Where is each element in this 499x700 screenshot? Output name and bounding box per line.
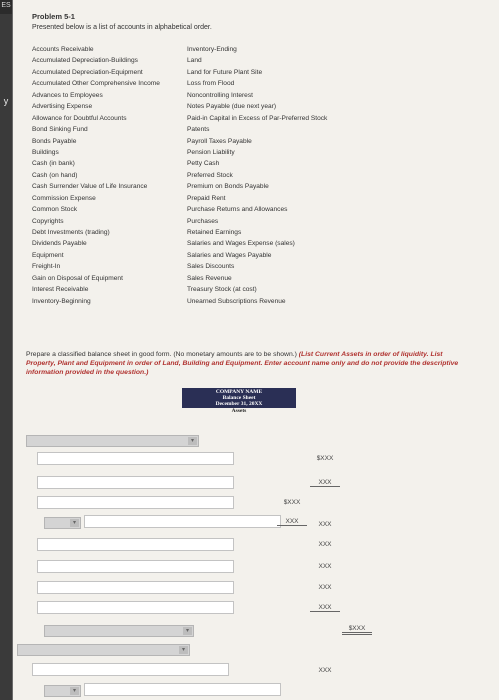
- margin-mark: y: [3, 96, 9, 106]
- account-list-item: Gain on Disposal of Equipment: [32, 274, 123, 282]
- account-list-item: Patents: [187, 126, 210, 134]
- account-list-item: Salaries and Wages Expense (sales): [187, 240, 295, 248]
- account-list-item: Allowance for Doubtful Accounts: [32, 114, 127, 122]
- total-label-dropdown[interactable]: [44, 625, 194, 637]
- account-name-input[interactable]: [37, 452, 234, 465]
- account-list-item: Land: [187, 57, 202, 65]
- account-name-input[interactable]: [84, 683, 281, 696]
- account-list-item: Freight-In: [32, 263, 61, 271]
- account-list-item: Accumulated Depreciation-Equipment: [32, 68, 143, 76]
- account-list-item: Bonds Payable: [32, 137, 77, 145]
- account-list-item: Accumulated Depreciation-Buildings: [32, 57, 138, 65]
- account-name-input[interactable]: [37, 538, 234, 551]
- account-list-item: Premium on Bonds Payable: [187, 183, 269, 191]
- account-name-input[interactable]: [37, 496, 234, 509]
- account-list-item: Advertising Expense: [32, 103, 93, 111]
- prefix-dropdown[interactable]: [44, 517, 81, 529]
- account-list-item: Interest Receivable: [32, 286, 89, 294]
- account-list-item: Notes Payable (due next year): [187, 103, 277, 111]
- chevron-down-icon: ▾: [70, 687, 79, 695]
- amount-cell: XXX: [318, 584, 332, 591]
- account-list-item: Land for Future Plant Site: [187, 68, 263, 76]
- amount-cell: XXX: [318, 667, 332, 674]
- chevron-down-icon: ▾: [183, 627, 192, 635]
- account-list-item: Preferred Stock: [187, 171, 233, 179]
- margin-corner-tag: ES: [0, 0, 12, 14]
- account-name-input[interactable]: [37, 581, 234, 594]
- problem-title: Problem 5-1: [32, 12, 75, 21]
- balance-sheet-header: [182, 388, 296, 408]
- amount-cell: XXX: [310, 479, 340, 487]
- account-name-input[interactable]: [37, 560, 234, 573]
- amount-cell: $XXX: [342, 625, 372, 635]
- account-list-item: Noncontrolling Interest: [187, 91, 253, 99]
- account-list-item: Salaries and Wages Payable: [187, 251, 272, 259]
- account-list-item: Commission Expense: [32, 194, 96, 202]
- account-list-item: Purchase Returns and Allowances: [187, 206, 288, 214]
- account-list-item: Treasury Stock (at cost): [187, 286, 257, 294]
- amount-cell: XXX: [318, 521, 332, 528]
- amount-cell: $XXX: [316, 455, 334, 462]
- account-list-item: Sales Discounts: [187, 263, 235, 271]
- account-list-item: Advances to Employees: [32, 91, 103, 99]
- account-list-item: Dividends Payable: [32, 240, 87, 248]
- account-list-item: Cash Surrender Value of Life Insurance: [32, 183, 148, 191]
- account-list-item: Pension Liability: [187, 148, 235, 156]
- amount-cell: XXX: [277, 518, 307, 526]
- account-list-item: Inventory-Ending: [187, 46, 237, 53]
- account-list-item: Bond Sinking Fund: [32, 126, 88, 134]
- account-list-item: Purchases: [187, 217, 219, 225]
- amount-cell: XXX: [318, 541, 332, 548]
- account-list-right: [187, 44, 327, 307]
- amount-cell: $XXX: [283, 499, 301, 506]
- account-list-item: Common Stock: [32, 206, 78, 214]
- account-list-item: Accumulated Other Comprehensive Income: [32, 80, 160, 88]
- section-heading-assets: Assets: [231, 408, 247, 414]
- account-list-item: Payroll Taxes Payable: [187, 137, 252, 145]
- instructions-text: Prepare a classified balance sheet in good form. (No monetary amounts are to be shown.): [26, 351, 299, 358]
- section-heading-dropdown[interactable]: [26, 435, 199, 447]
- section-heading-dropdown-2[interactable]: [17, 644, 190, 656]
- account-list-item: Cash (in bank): [32, 160, 75, 168]
- account-name-input[interactable]: [37, 601, 234, 614]
- problem-intro: Presented below is a list of accounts in alphabetical order.: [32, 24, 212, 31]
- account-name-input[interactable]: [32, 663, 229, 676]
- account-list-item: Loss from Flood: [187, 80, 235, 88]
- account-list-item: Copyrights: [32, 217, 64, 225]
- account-list-item: Equipment: [32, 251, 64, 259]
- statement-date: December 31, 20XX: [215, 401, 263, 407]
- prefix-dropdown[interactable]: [44, 685, 81, 697]
- account-list-item: Accounts Receivable: [32, 46, 94, 53]
- account-list-item: Retained Earnings: [187, 229, 242, 236]
- statement-name: Balance Sheet: [222, 395, 256, 401]
- instructions-emphasis: (List Current Assets in order of liquidity. List Property, Plant and Equipment in order of Land, Building and Equipment. Enter account name only and do not provide the descriptive information provided in the question.): [26, 351, 459, 376]
- instructions: [26, 350, 466, 377]
- account-list-item: Buildings: [32, 148, 59, 156]
- account-list-item: Unearned Subscriptions Revenue: [187, 297, 286, 305]
- chevron-down-icon: ▾: [70, 519, 79, 527]
- account-list-item: Inventory-Beginning: [32, 297, 91, 305]
- company-name: COMPANY NAME: [215, 389, 263, 395]
- account-name-input[interactable]: [84, 515, 281, 528]
- amount-cell: XXX: [310, 604, 340, 612]
- account-name-input[interactable]: [37, 476, 234, 489]
- account-list-item: Cash (on hand): [32, 171, 78, 179]
- account-list-item: Paid-in Capital in Excess of Par-Preferred Stock: [187, 114, 328, 122]
- account-list-item: Debt Investments (trading): [32, 229, 110, 236]
- account-list-item: Sales Revenue: [187, 274, 232, 282]
- chevron-down-icon: ▾: [179, 646, 188, 654]
- account-list-item: Prepaid Rent: [187, 194, 226, 202]
- account-list-item: Petty Cash: [187, 160, 220, 168]
- account-list-left: [32, 44, 160, 307]
- chevron-down-icon: ▾: [188, 437, 197, 445]
- amount-cell: XXX: [318, 563, 332, 570]
